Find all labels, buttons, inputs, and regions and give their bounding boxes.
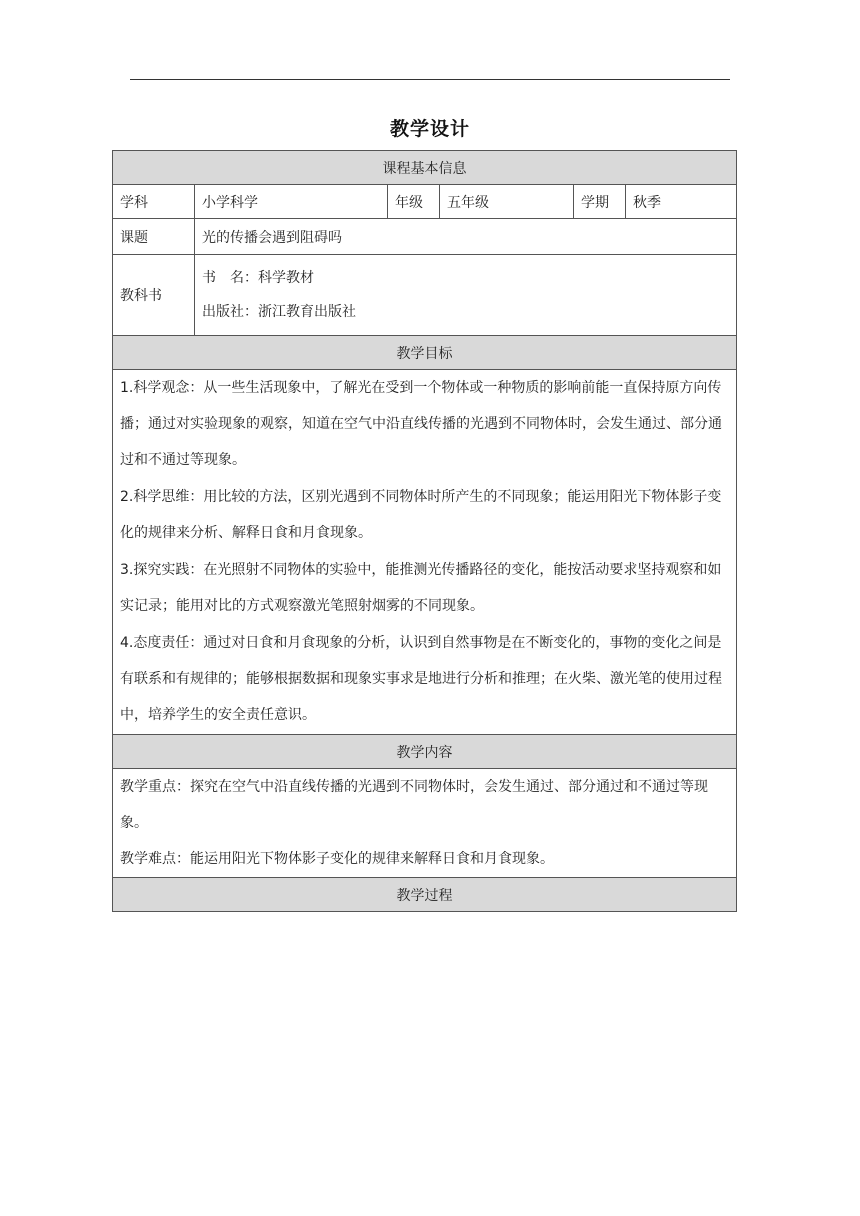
goal-item: 1.科学观念：从一些生活现象中，了解光在受到一个物体或一种物质的影响前能一直保持原方向传播；通过对实验现象的观察，知道在空气中沿直线传播的光遇到不同物体时，会发生通过、部分通过和不通过等现象。 xyxy=(120,380,722,468)
process-header-row xyxy=(113,878,737,912)
textbook-row xyxy=(113,255,737,336)
publisher-line xyxy=(202,295,729,329)
goal-item: 3.探究实践：在光照射不同物体的实验中，能推测光传播路径的变化，能按活动要求坚持观察和如实记录；能用对比的方式观察激光笔照射烟雾的不同现象。 xyxy=(120,562,722,614)
topic-row xyxy=(113,219,737,255)
grade-label: 年级 xyxy=(388,185,440,219)
content-header-row xyxy=(113,735,737,769)
textbook-details xyxy=(195,255,737,336)
book-name-value: 科学教材 xyxy=(258,270,314,286)
goals-row xyxy=(113,370,737,735)
difficult-point: 教学难点：能运用阳光下物体影子变化的规律来解释日食和月食现象。 xyxy=(120,851,554,867)
header-rule xyxy=(130,79,730,80)
goals-title: 教学目标 xyxy=(113,336,737,370)
key-point: 教学重点：探究在空气中沿直线传播的光遇到不同物体时，会发生通过、部分通过和不通过等现象。 xyxy=(120,779,708,831)
lesson-plan-table xyxy=(112,150,737,912)
process-title: 教学过程 xyxy=(113,878,737,912)
term-label: 学期 xyxy=(574,185,626,219)
basic-info-title: 课程基本信息 xyxy=(113,151,737,185)
document-title: 教学设计 xyxy=(389,118,470,140)
subject-label: 学科 xyxy=(113,185,195,219)
publisher-value: 浙江教育出版社 xyxy=(258,304,356,320)
content-cell xyxy=(113,769,737,878)
goal-item: 4.态度责任：通过对日食和月食现象的分析，认识到自然事物是在不断变化的，事物的变化之间是有联系和有规律的；能够根据数据和现象实事求是地进行分析和推理；在火柴、激光笔的使用过程中，培养学生的安全责任意识。 xyxy=(120,635,722,723)
publisher-label: 出版社： xyxy=(202,304,258,320)
book-name-line xyxy=(202,261,729,295)
content-title: 教学内容 xyxy=(113,735,737,769)
goal-item: 2.科学思维：用比较的方法，区别光遇到不同物体时所产生的不同现象；能运用阳光下物体影子变化的规律来分析、解释日食和月食现象。 xyxy=(120,489,722,541)
goals-header-row xyxy=(113,336,737,370)
basic-info-header-row xyxy=(113,151,737,185)
content-row xyxy=(113,769,737,878)
topic-label: 课题 xyxy=(113,219,195,255)
grade-value: 五年级 xyxy=(440,185,574,219)
textbook-label: 教科书 xyxy=(113,255,195,336)
goals-cell xyxy=(113,370,737,735)
topic-value: 光的传播会遇到阻碍吗 xyxy=(195,219,737,255)
book-name-label: 书 名： xyxy=(202,270,258,286)
subject-value: 小学科学 xyxy=(195,185,388,219)
subject-row xyxy=(113,185,737,219)
term-value: 秋季 xyxy=(626,185,737,219)
